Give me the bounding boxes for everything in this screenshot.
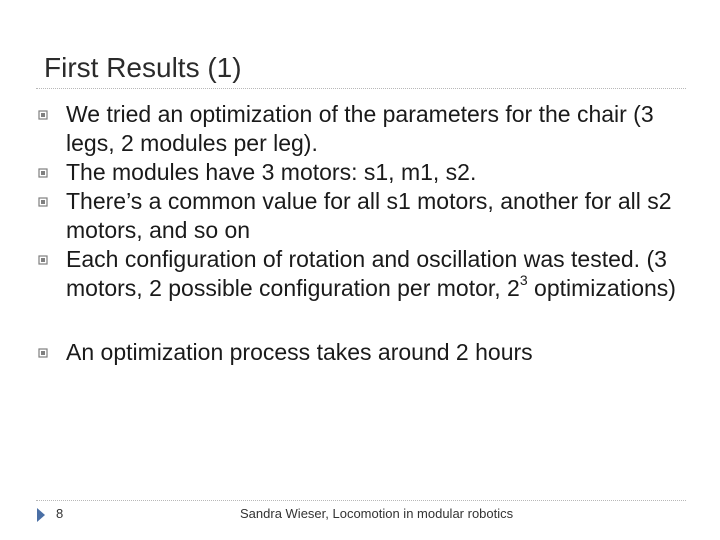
- bullet-item: [38, 100, 678, 158]
- bullet-text: [66, 246, 676, 301]
- square-bullet-icon: [38, 110, 48, 120]
- footer-text: Sandra Wieser, Locomotion in modular robotics: [240, 506, 514, 521]
- square-bullet-icon: [38, 168, 48, 178]
- slide-title: First Results (1): [44, 52, 242, 83]
- square-bullet-icon: [38, 348, 48, 358]
- bullet-item: [38, 187, 678, 245]
- bullet-text-after: optimizations): [527, 275, 676, 301]
- bullet-text: We tried an optimization of the parameters for the chair (3 legs, 2 modules per leg).: [66, 101, 654, 156]
- bullet-list: [38, 100, 678, 367]
- bullet-item: [38, 338, 678, 367]
- footer-divider: [36, 500, 686, 501]
- triangle-arrow-icon: [36, 506, 46, 524]
- bullet-item: [38, 245, 678, 303]
- superscript: 3: [519, 272, 528, 289]
- bullet-item: [38, 158, 678, 187]
- page-number: 8: [56, 506, 64, 521]
- square-bullet-icon: [38, 255, 48, 265]
- bullet-text: An optimization process takes around 2 hours: [66, 339, 533, 365]
- bullet-text: There’s a common value for all s1 motors, another for all s2 motors, and so on: [66, 188, 672, 243]
- title-divider: [36, 88, 686, 89]
- square-bullet-icon: [38, 197, 48, 207]
- bullet-text-before: Each configuration of rotation and oscillation was tested. (3 motors, 2 possible configuration per motor, 2: [66, 246, 667, 301]
- bullet-text: The modules have 3 motors: s1, m1, s2.: [66, 159, 477, 185]
